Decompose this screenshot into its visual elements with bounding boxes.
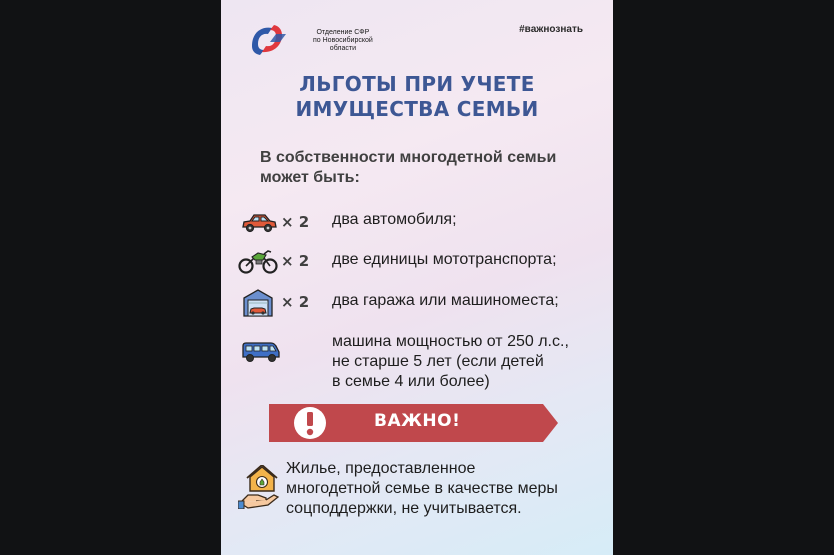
org-line: области: [329, 45, 356, 52]
org-line: по Новосибирской: [313, 37, 373, 44]
garage-icon: [243, 289, 273, 317]
item-text-line: не старше 5 лет (если детей: [332, 353, 544, 370]
infographic-card: [221, 0, 613, 555]
item-text-line: машина мощностью от 250 л.с.,: [332, 333, 569, 350]
title-line: ИМУЩЕСТВА СЕМЬИ: [295, 97, 539, 121]
banner-label: ВАЖНО!: [374, 411, 461, 431]
important-banner: [269, 404, 559, 442]
sfr-logo-icon: [248, 22, 292, 56]
page-title: [221, 72, 613, 122]
item-text: [332, 332, 602, 392]
title-line: ЛЬГОТЫ ПРИ УЧЕТЕ: [299, 72, 535, 96]
note-line: соцподдержки, не учитывается.: [286, 500, 522, 517]
motorcycle-icon: [238, 248, 278, 274]
multiplier: × 2: [281, 293, 310, 311]
minibus-icon: [241, 340, 281, 364]
item-text: два автомобиля;: [332, 211, 457, 228]
multiplier: × 2: [281, 252, 310, 270]
organization-name: [313, 29, 373, 53]
hashtag: #важнознать: [519, 24, 583, 35]
lead-text: В собственности многодетной семьи может быть:: [260, 149, 557, 186]
note-line: многодетной семье в качестве меры: [286, 480, 558, 497]
org-line: Отделение СФР: [316, 29, 370, 36]
multiplier: × 2: [281, 213, 310, 231]
item-text-line: в семье 4 или более): [332, 373, 490, 390]
car-icon: [241, 212, 277, 234]
note-line: Жилье, предоставленное: [286, 460, 476, 477]
house-in-hand-icon: [238, 465, 280, 509]
item-text: два гаража или машиноместа;: [332, 292, 559, 309]
item-text: две единицы мототранспорта;: [332, 251, 557, 268]
note-text: [286, 459, 596, 519]
